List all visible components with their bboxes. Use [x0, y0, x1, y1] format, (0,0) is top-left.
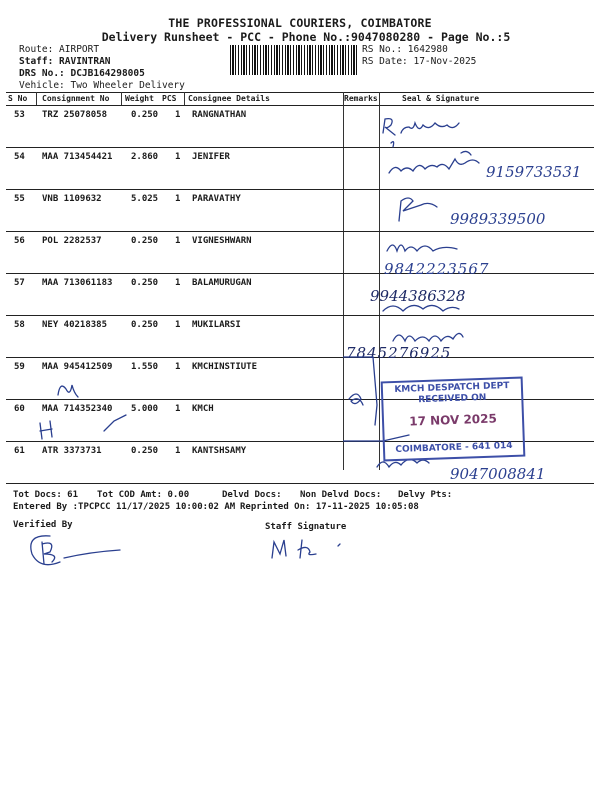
col-weight: Weight	[125, 94, 154, 103]
entered-by: Entered By :TPCPCC 11/17/2025 10:00:02 AM	[13, 502, 236, 512]
row-s-no: 56	[14, 236, 25, 246]
handwritten-phone: 9842223567	[384, 260, 490, 278]
row-weight: 2.860	[131, 152, 159, 162]
row-pcs: 1	[175, 236, 181, 246]
col-divider	[36, 92, 37, 105]
row-weight: 0.250	[131, 278, 159, 288]
signature-stroke	[383, 119, 395, 135]
staff-signature-label: Staff Signature	[265, 522, 347, 532]
row-s-no: 55	[14, 194, 25, 204]
row-consignee: VIGNESHWARN	[192, 236, 252, 246]
drs-number: DRS No.: DCJB164298005	[19, 68, 145, 79]
signature-stroke	[338, 544, 340, 546]
signature-stroke	[349, 394, 363, 405]
row-consignment: VNB 1109632	[42, 194, 102, 204]
signature-stroke	[389, 159, 479, 173]
verifier-signature	[20, 530, 140, 575]
row-consignee: JENIFER	[192, 152, 230, 162]
handwritten-phone: 9159733531	[486, 163, 582, 181]
signature-stroke	[399, 198, 437, 221]
row-weight: 1.550	[131, 362, 159, 372]
row-consignee: KMCHINSTIUTE	[192, 362, 258, 372]
table-header	[6, 92, 594, 104]
row-consignee: MUKILARSI	[192, 320, 241, 330]
signature-stroke	[391, 142, 394, 147]
stamp-date: 17 NOV 2025	[408, 411, 498, 429]
signature-stroke	[42, 542, 55, 564]
route: Route: AIRPORT	[19, 44, 100, 55]
row-s-no: 58	[14, 320, 25, 330]
row-pcs: 1	[175, 446, 181, 456]
stamp-line: KMCH DESPATCH DEPT	[394, 381, 510, 396]
col-remarks: Remarks	[344, 94, 378, 103]
col-s-no: S No	[8, 94, 28, 103]
handwritten-phone: 7845276925	[346, 344, 452, 362]
row-weight: 0.250	[131, 110, 159, 120]
runsheet-subtitle: Delivery Runsheet - PCC - Phone No.:9047080280 - Page No.:5	[101, 30, 511, 44]
rs-number: RS No.: 1642980	[362, 44, 448, 55]
row-pcs: 1	[175, 194, 181, 204]
row-s-no: 57	[14, 278, 25, 288]
reprinted-on: Reprinted On: 17-11-2025 10:05:08	[240, 502, 419, 512]
table-bottom-rule	[6, 483, 594, 484]
row-consignee: RANGNATHAN	[192, 110, 247, 120]
col-consignee: Consignee Details	[188, 94, 270, 103]
delivered-docs: Delvd Docs:	[222, 490, 282, 500]
col-divider	[184, 92, 185, 105]
handwritten-phone: 9989339500	[450, 210, 546, 228]
delivery-points: Delvy Pts:	[398, 490, 453, 500]
signature-stroke	[383, 305, 459, 311]
row-consignee: KMCH	[192, 404, 214, 414]
non-delivered-docs: Non Delvd Docs:	[300, 490, 382, 500]
handwritten-phone: 9047008841	[450, 465, 546, 483]
row-weight: 0.250	[131, 446, 159, 456]
row-pcs: 1	[175, 278, 181, 288]
col-seal: Seal & Signature	[402, 94, 480, 103]
row-consignment: MAA 945412509	[42, 362, 113, 372]
barcode	[230, 45, 358, 75]
col-divider	[121, 92, 122, 105]
row-pcs: 1	[175, 362, 181, 372]
staff-signature	[268, 532, 358, 564]
total-docs: Tot Docs: 61	[13, 490, 79, 500]
signature-stroke	[31, 536, 60, 565]
verified-by-label: Verified By	[13, 520, 73, 530]
company-title: THE PROFESSIONAL COURIERS, COIMBATORE	[168, 16, 432, 30]
row-consignee: BALAMURUGAN	[192, 278, 252, 288]
signature-stroke	[387, 245, 457, 251]
row-weight: 0.250	[131, 320, 159, 330]
signature-stroke	[64, 550, 120, 558]
row-pcs: 1	[175, 152, 181, 162]
row-consignment: MAA 713454421	[42, 152, 113, 162]
col-pcs: PCS	[162, 94, 177, 103]
signature-stroke	[461, 151, 471, 155]
mark-stroke	[40, 421, 52, 439]
row-consignment: POL 2282537	[42, 236, 102, 246]
row-consignment: ATR 3373731	[42, 446, 102, 456]
row-pcs: 1	[175, 110, 181, 120]
signature-stroke	[401, 123, 459, 133]
row-consignee: PARAVATHY	[192, 194, 241, 204]
row-s-no: 53	[14, 110, 25, 120]
row-s-no: 54	[14, 152, 25, 162]
row-weight: 5.000	[131, 404, 159, 414]
handwritten-phone: 9944386328	[370, 287, 466, 305]
col-consignment: Consignment No	[42, 94, 110, 103]
row-consignment: MAA 713061183	[42, 278, 113, 288]
rs-date: RS Date: 17-Nov-2025	[362, 56, 477, 67]
row-pcs: 1	[175, 320, 181, 330]
row-pcs: 1	[175, 404, 181, 414]
row-consignee: KANTSHSAMY	[192, 446, 247, 456]
mark-stroke	[58, 385, 78, 397]
stamp-line: COIMBATORE - 641 014	[395, 440, 513, 456]
staff: Staff: RAVINTRAN	[19, 56, 111, 67]
mark-stroke	[104, 415, 126, 431]
row-consignment: TRZ 25078058	[42, 110, 108, 120]
row-consignment: NEY 40218385	[42, 320, 108, 330]
row-s-no: 61	[14, 446, 25, 456]
total-cod: Tot COD Amt: 0.00	[97, 490, 190, 500]
row-weight: 0.250	[131, 236, 159, 246]
stamp-line: RECEIVED ON	[418, 392, 487, 406]
row-consignment: MAA 714352340	[42, 404, 113, 414]
signature-stroke	[272, 540, 286, 558]
signature-stroke	[343, 357, 377, 425]
received-stamp	[381, 377, 526, 462]
vehicle: Vehicle: Two Wheeler Delivery	[19, 80, 185, 91]
row-s-no: 59	[14, 362, 25, 372]
signature-stroke	[393, 333, 463, 341]
handwritten-marks	[30, 375, 140, 445]
row-weight: 5.025	[131, 194, 159, 204]
signature-stroke	[298, 540, 316, 558]
row-s-no: 60	[14, 404, 25, 414]
